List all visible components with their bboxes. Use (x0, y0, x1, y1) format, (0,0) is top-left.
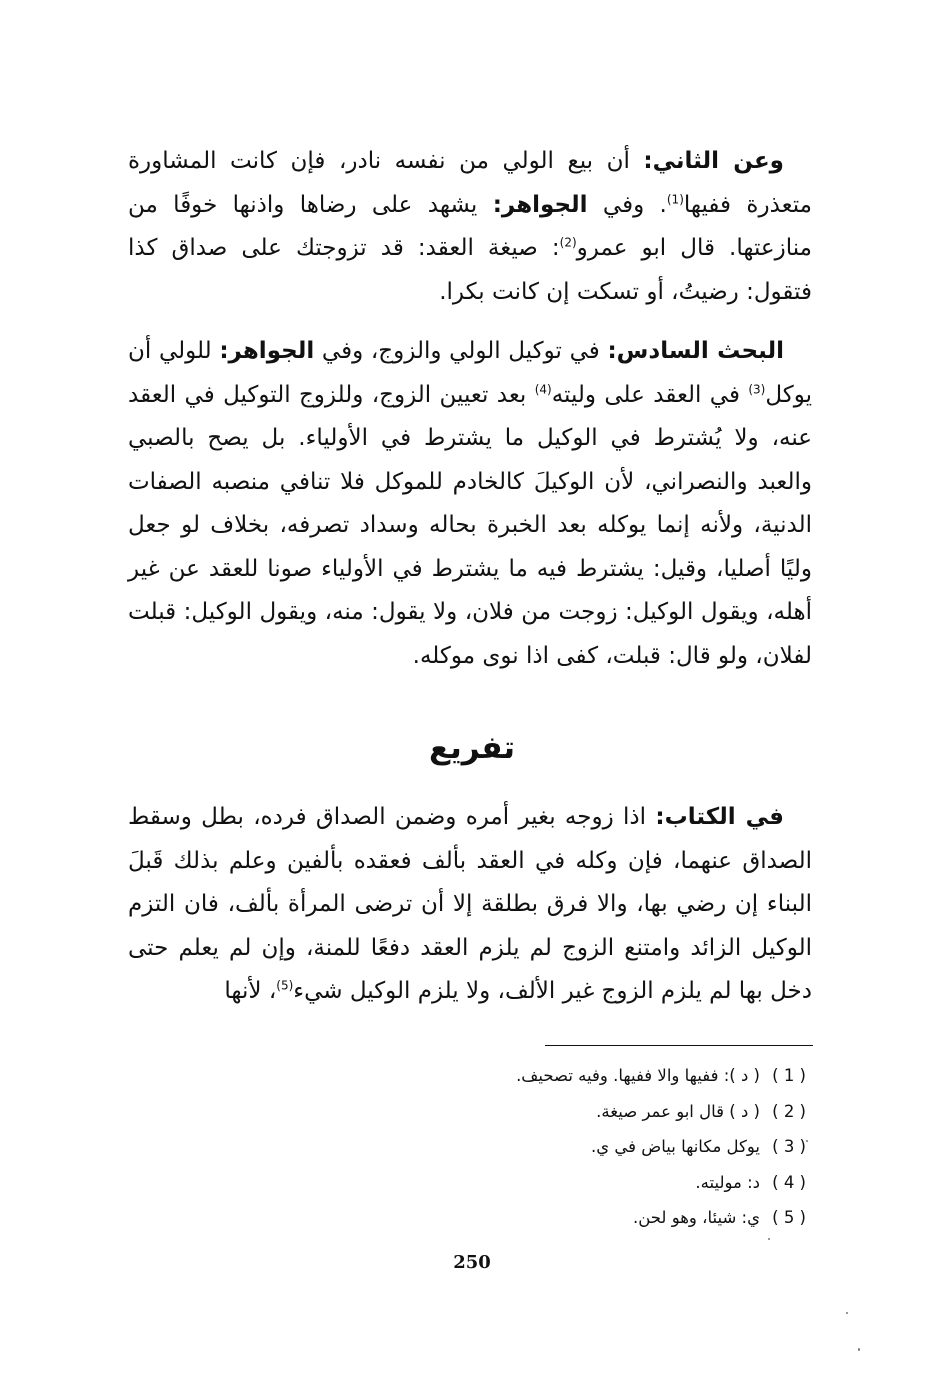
footnote-1 (300, 1058, 806, 1094)
paragraph-1-text1: أن بيع الولي من نفسه نادر، فإن كانت المشاورة متعذرة ففيها (128, 148, 812, 218)
paragraph-1-text4: : صيغة العقد: قد تزوجتك على صداق كذا فتقول: رضيتُ، أو تسكت إن كانت بكرا. (128, 235, 812, 305)
footnote-ref-3: (3) (748, 381, 766, 396)
paragraph-2-lead: البحث السادس: (607, 338, 784, 364)
footnote-ref-2: (2) (559, 235, 577, 250)
paragraph-3-text1: اذا زوجه بغير أمره وضمن الصداق فرده، بطل وسقط الصداق عنهما، فإن وكله في العقد بألف فعقده بألفين وعلم بذلك قَبلَ البناء إن رضي بها، والا فرق بطلقة إلا أن ترضى المرأة بألف، فان التزم الوكيل الزائد وامتنع الزوج لم يلزم العقد دفعًا للمنة، وإن لم يعلم حتى دخل بها لم يلزم الزوج غير الألف، ولا يلزم الوكيل شيء (128, 804, 812, 1004)
paragraph-2-text (128, 330, 812, 678)
paragraph-3-text (128, 796, 812, 1014)
paragraph-2-text3: في العقد على وليته (551, 381, 749, 408)
scan-speck (858, 1348, 860, 1351)
footnote-text: ( د ): ففيها والا ففيها. وفيه تصحيف. (516, 1066, 760, 1085)
scan-speck (806, 1140, 808, 1142)
footnote-text: ي: شيئا، وهو لحن. (632, 1208, 760, 1227)
footnote-ref-1: (1) (666, 191, 684, 206)
paragraph-1-text3: يشهد على رضاها واذنها خوفًا من منازعتها. قال ابو عمرو (128, 191, 812, 261)
footnote-divider (545, 1045, 813, 1046)
footnote-text: د: موليته. (695, 1172, 760, 1192)
paragraph-1 (128, 140, 812, 314)
footnote-text: ( د ) قال ابو عمر صيغة. (596, 1101, 760, 1121)
footnote-text: يوكل مكانها بياض في ي. (591, 1137, 760, 1156)
footnote-5 (300, 1200, 806, 1236)
footnote-3 (300, 1129, 806, 1165)
footnote-number: ( 2 ) (772, 1101, 806, 1121)
footnotes (300, 1058, 806, 1236)
footnote-2 (300, 1094, 806, 1130)
paragraph-2 (128, 330, 812, 678)
paragraph-1-term: الجواهر: (492, 191, 588, 218)
paragraph-1-lead: وعن الثاني: (643, 148, 784, 174)
paragraph-3 (128, 796, 812, 1014)
scan-speck (846, 1312, 848, 1314)
paragraph-2-text4: بعد تعيين الزوج، وللزوج التوكيل في العقد عنه، ولا يُشترط في الوكيل ما يشترط في الأولياء. بل يصح بالصبي والعبد والنصراني، لأن الوكيلَ كالخادم للموكل فلا تنافي منصبه الصفات الدنية، ولأنه إنما يوكله بعد الخبرة بحاله وسداد تصرفه، بخلاف لو جعل وليًا أصليا، وقيل: يشترط فيه ما يشترط في الأولياء صونا للعقد عن غير أهله، ويقول الوكيل: زوجت من فلان، ولا يقول: منه، ويقول الوكيل: قبلت لفلان، ولو قال: قبلت، كفى اذا نوى موكله. (128, 381, 812, 669)
scan-speck (768, 1238, 770, 1240)
footnote-number: ( 1 ) (772, 1066, 806, 1085)
paragraph-1-text (128, 140, 812, 314)
footnote-number: ( 3 ) (772, 1137, 806, 1156)
footnote-ref-5: (5) (276, 978, 294, 993)
paragraph-2-text1: في توكيل الولي والزوج، وفي (314, 338, 608, 364)
paragraph-3-lead: في الكتاب: (655, 804, 784, 830)
footnote-number: ( 4 ) (772, 1172, 806, 1192)
paragraph-2-term: الجواهر: (219, 338, 315, 364)
footnote-number: ( 5 ) (772, 1208, 806, 1227)
footnote-ref-4: (4) (534, 381, 552, 396)
section-heading: تفريع (428, 730, 516, 766)
paragraph-2-text2: للولي أن يوكل (128, 338, 812, 408)
page-number: 250 (453, 1252, 491, 1273)
paragraph-1-text2: . وفي (587, 191, 667, 218)
paragraph-3-text2: ، لأنها (224, 978, 277, 1004)
footnote-4 (300, 1165, 806, 1201)
